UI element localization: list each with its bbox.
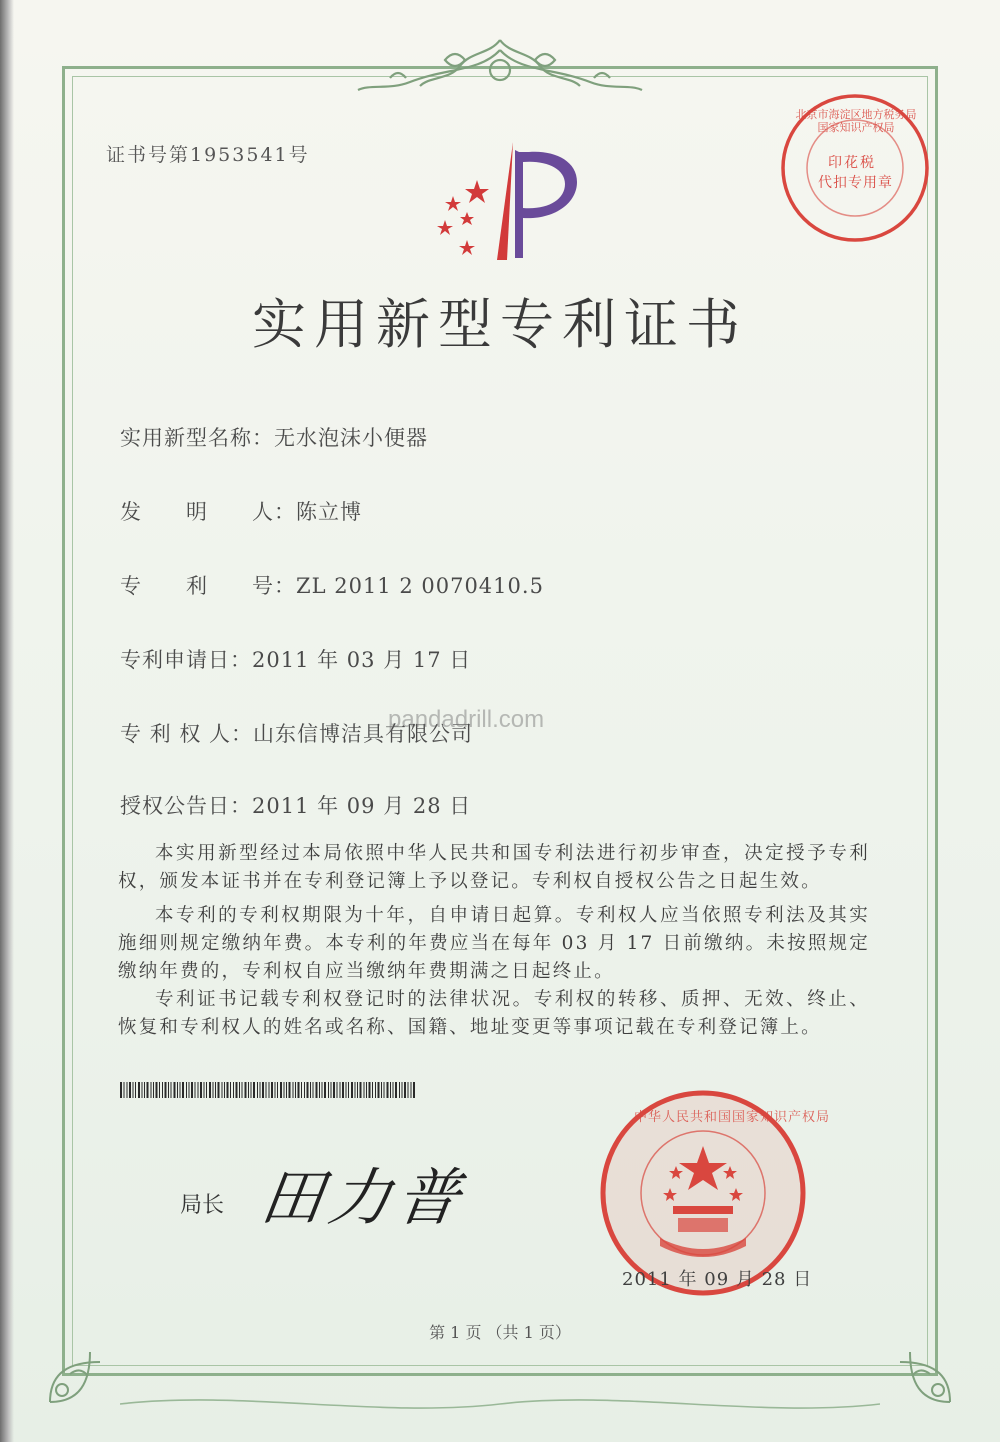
barcode-bar bbox=[348, 1082, 349, 1098]
barcode-icon bbox=[120, 1082, 418, 1098]
barcode-bar bbox=[162, 1082, 163, 1098]
field-value: 山东信博洁具有限公司 bbox=[253, 722, 474, 746]
field-application-date bbox=[120, 644, 471, 674]
barcode-bar bbox=[206, 1082, 207, 1098]
certificate-title: 实用新型专利证书 bbox=[252, 293, 748, 356]
barcode-bar bbox=[372, 1082, 373, 1098]
barcode-bar bbox=[346, 1082, 347, 1098]
barcode-bar bbox=[390, 1082, 391, 1098]
barcode-bar bbox=[319, 1082, 320, 1098]
barcode-bar bbox=[153, 1082, 154, 1098]
body-paragraph: 本专利的专利权期限为十年，自申请日起算。专利权人应当依照专利法及其实施细则规定缴纳年费。本专利的年费应当在每年 03 月 17 日前缴纳。未按照规定缴纳年费的，专利权自应当缴纳年费期满之日起终止。 bbox=[118, 905, 870, 982]
barcode-bar bbox=[195, 1082, 196, 1098]
top-ornament-icon bbox=[350, 32, 650, 96]
barcode-bar bbox=[384, 1082, 385, 1098]
barcode-bar bbox=[177, 1082, 178, 1098]
page-number: 第 1 页 （共 1 页） bbox=[429, 1323, 571, 1342]
barcode-bar bbox=[218, 1082, 220, 1098]
tax-stamp-ring-text: 北京市海淀区地方税务局 国家知识产权局 bbox=[795, 108, 917, 134]
body-paragraph: 本实用新型经过本局依照中华人民共和国专利法进行初步审查，决定授予专利权，颁发本证书并在专利登记簿上予以登记。专利权自授权公告之日起生效。 bbox=[118, 843, 870, 892]
barcode-bar bbox=[271, 1082, 273, 1098]
barcode-bar bbox=[230, 1082, 231, 1098]
barcode-bar bbox=[251, 1082, 252, 1098]
barcode-bar bbox=[413, 1082, 415, 1098]
watermark: pandadrill.com bbox=[388, 706, 545, 733]
barcode-bar bbox=[260, 1082, 261, 1098]
barcode-bar bbox=[340, 1082, 341, 1098]
barcode-bar bbox=[269, 1082, 270, 1098]
tax-stamp-center-line1: 印花税 bbox=[828, 155, 876, 171]
barcode-bar bbox=[408, 1082, 409, 1098]
barcode-bar bbox=[289, 1082, 291, 1098]
barcode-bar bbox=[257, 1082, 258, 1098]
barcode-bar bbox=[316, 1082, 318, 1098]
barcode-bar bbox=[147, 1082, 149, 1098]
barcode-bar bbox=[245, 1082, 247, 1098]
barcode-bar bbox=[286, 1082, 287, 1098]
barcode-bar bbox=[156, 1082, 158, 1098]
barcode-bar bbox=[313, 1082, 314, 1098]
field-name bbox=[120, 422, 428, 452]
barcode-bar bbox=[142, 1082, 143, 1098]
barcode-bar bbox=[120, 1082, 122, 1098]
barcode-bar bbox=[215, 1082, 216, 1098]
barcode-bar bbox=[174, 1082, 176, 1098]
field-label: 专 利 权 人： bbox=[120, 722, 254, 746]
barcode-bar bbox=[351, 1082, 353, 1098]
field-value: 2011 年 09 月 28 日 bbox=[252, 794, 472, 818]
barcode-bar bbox=[191, 1082, 193, 1098]
barcode-bar bbox=[159, 1082, 160, 1098]
barcode-bar bbox=[411, 1082, 412, 1098]
barcode-bar bbox=[280, 1082, 282, 1098]
barcode-bar bbox=[310, 1082, 311, 1098]
barcode-bar bbox=[168, 1082, 169, 1098]
barcode-bar bbox=[277, 1082, 278, 1098]
barcode-bar bbox=[369, 1082, 371, 1098]
barcode-bar bbox=[200, 1082, 202, 1098]
barcode-bar bbox=[253, 1082, 255, 1098]
barcode-bar bbox=[213, 1082, 214, 1098]
field-value: 2011 年 03 月 17 日 bbox=[252, 648, 472, 672]
barcode-bar bbox=[293, 1082, 294, 1098]
barcode-bar bbox=[262, 1082, 264, 1098]
barcode-bar bbox=[295, 1082, 296, 1098]
barcode-bar bbox=[324, 1082, 326, 1098]
barcode-bar bbox=[387, 1082, 389, 1098]
director-signature: 田力普 bbox=[256, 1161, 471, 1234]
barcode-bar bbox=[399, 1082, 400, 1098]
barcode-bar bbox=[182, 1082, 184, 1098]
field-patent-number bbox=[120, 570, 544, 600]
barcode-bar bbox=[402, 1082, 403, 1098]
field-label: 实用新型名称： bbox=[120, 426, 274, 450]
barcode-bar bbox=[307, 1082, 309, 1098]
issue-date: 2011 年 09 月 28 日 bbox=[622, 1269, 813, 1290]
barcode-bar bbox=[227, 1082, 229, 1098]
barcode-bar bbox=[360, 1082, 362, 1098]
barcode-bar bbox=[138, 1082, 140, 1098]
barcode-bar bbox=[331, 1082, 332, 1098]
barcode-bar bbox=[204, 1082, 205, 1098]
barcode-bar bbox=[180, 1082, 181, 1098]
certificate-number: 证书号第1953541号 bbox=[106, 144, 310, 166]
barcode-bar bbox=[393, 1082, 394, 1098]
barcode-bar bbox=[357, 1082, 358, 1098]
barcode-bar bbox=[328, 1082, 329, 1098]
barcode-bar bbox=[366, 1082, 367, 1098]
barcode-bar bbox=[304, 1082, 305, 1098]
barcode-bar bbox=[266, 1082, 267, 1098]
barcode-bar bbox=[209, 1082, 211, 1098]
field-value: 陈立博 bbox=[296, 500, 362, 524]
barcode-bar bbox=[378, 1082, 380, 1098]
barcode-bar bbox=[233, 1082, 234, 1098]
patent-office-logo-icon bbox=[425, 140, 585, 265]
barcode-bar bbox=[133, 1082, 134, 1098]
barcode-bar bbox=[129, 1082, 131, 1098]
field-label: 发 明 人： bbox=[120, 500, 296, 524]
field-inventor bbox=[120, 496, 362, 526]
barcode-bar bbox=[135, 1082, 136, 1098]
barcode-bar bbox=[381, 1082, 382, 1098]
barcode-bar bbox=[275, 1082, 276, 1098]
director-label: 局长 bbox=[180, 1193, 225, 1218]
field-label: 专利申请日： bbox=[120, 648, 252, 672]
barcode-bar bbox=[242, 1082, 243, 1098]
barcode-bar bbox=[284, 1082, 285, 1098]
field-grant-date bbox=[120, 790, 471, 820]
page-edge-shadow bbox=[0, 0, 14, 1442]
barcode-bar bbox=[144, 1082, 145, 1098]
barcode-bar bbox=[333, 1082, 335, 1098]
body-paragraph: 专利证书记载专利权登记时的法律状况。专利权的转移、质押、无效、终止、恢复和专利权人的姓名或名称、国籍、地址变更等事项记载在专利登记簿上。 bbox=[118, 989, 870, 1038]
barcode-bar bbox=[165, 1082, 167, 1098]
field-value: 无水泡沫小便器 bbox=[274, 426, 428, 450]
corner-ornament-bottom-right-icon bbox=[880, 1332, 960, 1412]
barcode-bar bbox=[355, 1082, 356, 1098]
barcode-bar bbox=[301, 1082, 302, 1098]
barcode-bar bbox=[248, 1082, 249, 1098]
barcode-bar bbox=[322, 1082, 323, 1098]
barcode-bar bbox=[222, 1082, 223, 1098]
barcode-bar bbox=[171, 1082, 172, 1098]
field-label: 专 利 号： bbox=[120, 574, 296, 598]
field-value: ZL 2011 2 0070410.5 bbox=[296, 574, 544, 598]
bottom-ornament-icon bbox=[120, 1384, 880, 1424]
field-label: 授权公告日： bbox=[120, 794, 252, 818]
barcode-bar bbox=[236, 1082, 238, 1098]
barcode-bar bbox=[375, 1082, 376, 1098]
barcode-bar bbox=[337, 1082, 338, 1098]
barcode-bar bbox=[151, 1082, 152, 1098]
barcode-bar bbox=[224, 1082, 225, 1098]
barcode-bar bbox=[298, 1082, 300, 1098]
barcode-bar bbox=[342, 1082, 344, 1098]
barcode-bar bbox=[364, 1082, 365, 1098]
barcode-bar bbox=[189, 1082, 190, 1098]
barcode-bar bbox=[198, 1082, 199, 1098]
tax-stamp-center-line2: 代扣专用章 bbox=[818, 175, 893, 191]
barcode-bar bbox=[404, 1082, 406, 1098]
barcode-bar bbox=[127, 1082, 128, 1098]
barcode-bar bbox=[124, 1082, 125, 1098]
corner-ornament-bottom-left-icon bbox=[40, 1332, 120, 1412]
barcode-bar bbox=[395, 1082, 397, 1098]
seal-ring-text: 中华人民共和国国家知识产权局 bbox=[634, 1110, 831, 1125]
barcode-bar bbox=[186, 1082, 187, 1098]
barcode-bar bbox=[239, 1082, 240, 1098]
